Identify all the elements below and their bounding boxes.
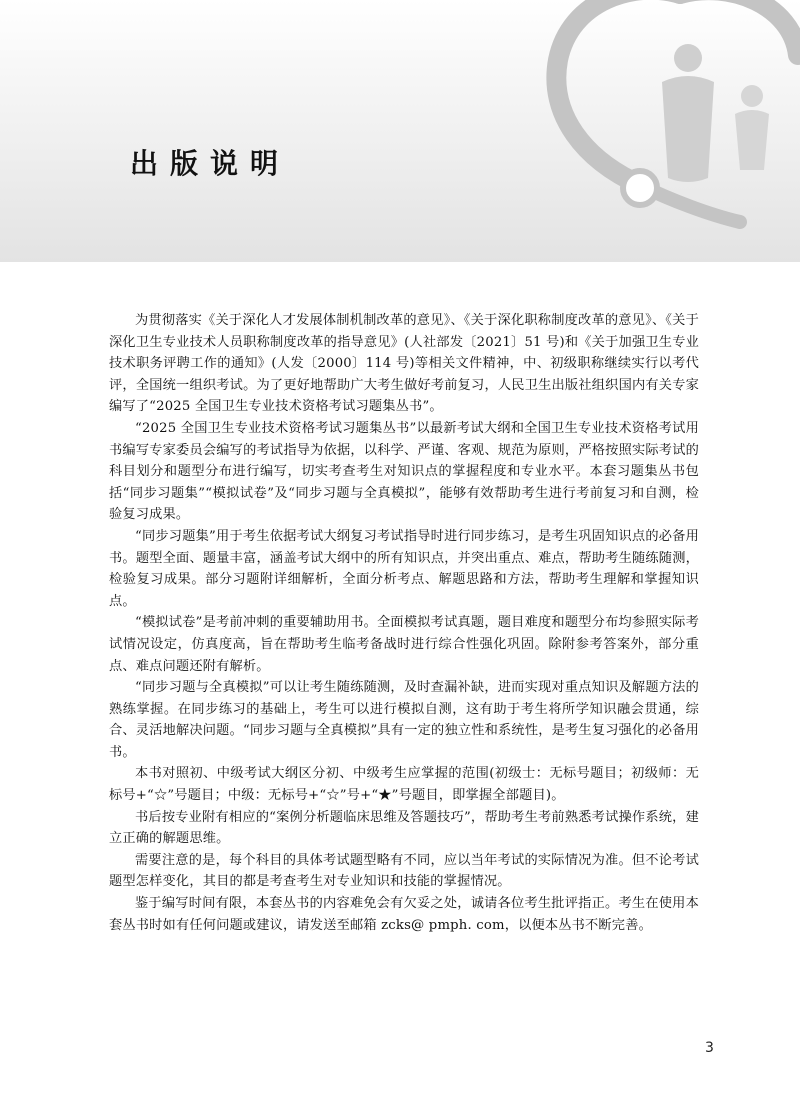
paragraph: 为贯彻落实《关于深化人才发展体制机制改革的意见》、《关于深化职称制度改革的意见》、《关于深化卫生专业技术人员职称制度改革的指导意见》(人社部发〔2021〕51 号)和《关于加强卫生专业技术职务评聘工作的通知》(人发〔2000〕114 号)等相关文件精神，中、初级职称继续实行以考代评，全国统一组织考试。为了更好地帮助广大考生做好考前复习，人民卫生出版社组织国内有关专家编写了“2025 全国卫生专业技术资格考试习题集丛书”。 — [109, 313, 699, 415]
paragraph: “模拟试卷”是考前冲刺的重要辅助用书。全面模拟考试真题，题目难度和题型分布均参照实际考试情况设定，仿真度高，旨在帮助考生临考备战时进行综合性强化巩固。除附参考答案外，部分重点、难点问题还附有解析。 — [109, 615, 699, 674]
preface-body — [109, 310, 699, 936]
page-number: 3 — [705, 1040, 714, 1056]
paragraph: 需要注意的是，每个科目的具体考试题型略有不同，应以当年考试的实际情况为准。但不论考试题型怎样变化，其目的都是考查考生对专业知识和技能的掌握情况。 — [109, 852, 699, 890]
header-banner — [0, 0, 800, 262]
paragraph: “2025 全国卫生专业技术资格考试习题集丛书”以最新考试大纲和全国卫生专业技术资格考试用书编写专家委员会编写的考试指导为依据，以科学、严谨、客观、规范为原则，严格按照实际考试的科目划分和题型分布进行编写，切实考查考生对知识点的掌握程度和专业水平。本套习题集丛书包括“同步习题集”“模拟试卷”及“同步习题与全真模拟”，能够有效帮助考生进行考前复习和自测，检验复习成果。 — [109, 420, 699, 523]
paragraph: 书后按专业附有相应的“案例分析题临床思维及答题技巧”，帮助考生考前熟悉考试操作系统，建立正确的解题思维。 — [109, 809, 699, 847]
paragraph: “同步习题与全真模拟”可以让考生随练随测，及时查漏补缺，进而实现对重点知识及解题方法的熟练掌握。在同步练习的基础上，考生可以进行模拟自测，这有助于考生将所学知识融会贯通，综合、灵活地解决问题。“同步习题与全真模拟”具有一定的独立性和系统性，是考生复习强化的必备用书。 — [109, 680, 699, 760]
page-title: 出版说明 — [130, 147, 291, 180]
paragraph: “同步习题集”用于考生依据考试大纲复习考试指导时进行同步练习，是考生巩固知识点的必备用书。题型全面、题量丰富，涵盖考试大纲中的所有知识点，并突出重点、难点，帮助考生随练随测，检验复习成果。部分习题附详细解析，全面分析考点、解题思路和方法，帮助考生理解和掌握知识点。 — [109, 528, 699, 609]
paragraph: 本书对照初、中级考试大纲区分初、中级考生应掌握的范围(初级士：无标号题目；初级师：无标号+“☆”号题目；中级：无标号+“☆”号+“★”号题目，即掌握全部题目)。 — [109, 766, 699, 804]
paragraph: 鉴于编写时间有限，本套丛书的内容难免会有欠妥之处，诚请各位考生批评指正。考生在使用本套丛书时如有任何问题或建议，请发送至邮箱 zcks@ pmph. com，以便本丛书不断完善。 — [109, 896, 699, 933]
heart-stethoscope-logo-icon — [530, 0, 800, 240]
